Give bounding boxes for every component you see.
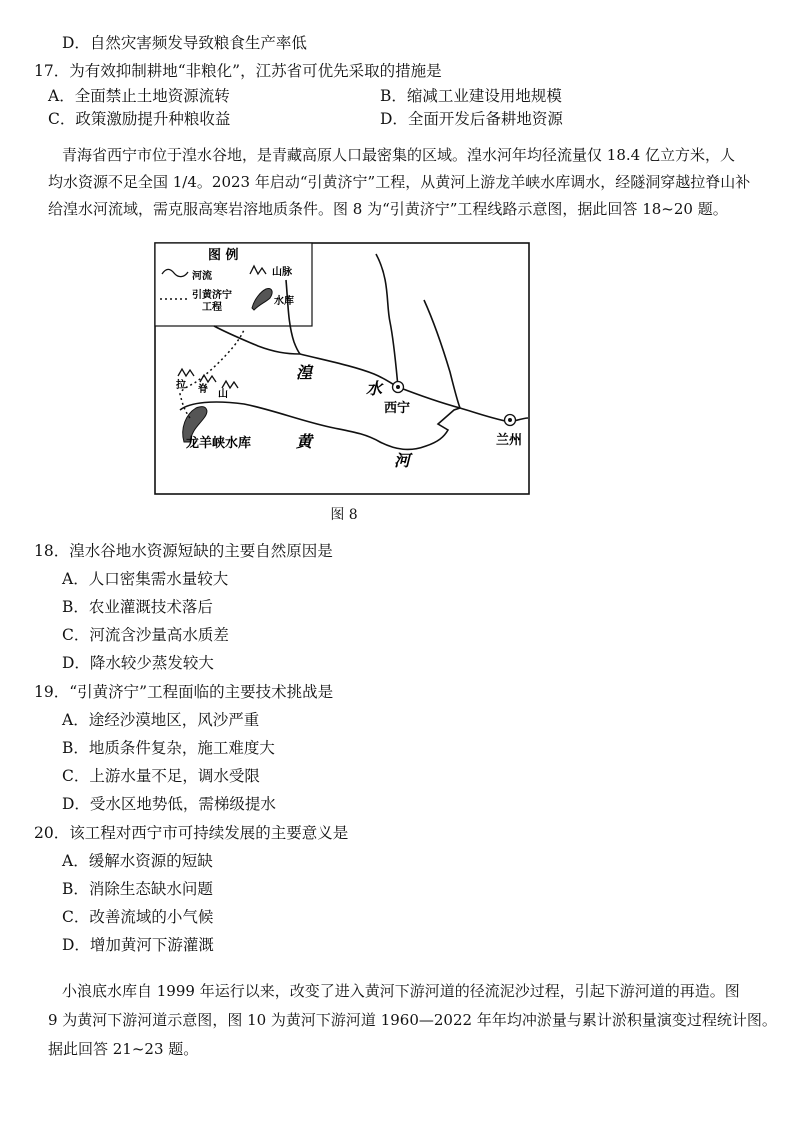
q19-option-b: B．地质条件复杂，施工难度大 — [62, 739, 275, 757]
q20-option-c: C．改善流域的小气候 — [62, 908, 214, 926]
passage2-line-3: 据此回答 21~23 题。 — [48, 1040, 199, 1058]
figure-8-caption: 图 8 — [330, 507, 358, 523]
passage2-line-1: 小浪底水库自 1999 年运行以来，改变了进入黄河下游河道的径流泥沙过程，引起下游河道的再造。图 — [62, 982, 740, 1000]
q18-option-c: C．河流含沙量高水质差 — [62, 626, 229, 644]
q17-option-a: A．全面禁止土地资源流转 — [48, 87, 230, 105]
q18-option-b: B．农业灌溉技术落后 — [62, 598, 213, 616]
q20-option-b: B．消除生态缺水问题 — [62, 880, 213, 898]
passage1-line-3: 给湟水河流域，需克服高寒岩溶地质条件。图 8 为“引黄济宁”工程线路示意图，据此回答 18~20 题。 — [48, 200, 728, 218]
passage1-line-1: 青海省西宁市位于湟水谷地，是青藏高原人口最密集的区域。湟水河年均径流量仅 18.4 亿立方米，人 — [62, 146, 735, 164]
q17-option-d: D．全面开发后备耕地资源 — [380, 110, 563, 128]
legend-reservoir-label: 水库 — [274, 296, 294, 307]
q19-stem: 19．“引黄济宁”工程面临的主要技术挑战是 — [34, 683, 334, 701]
q17-options-row-1 — [48, 86, 748, 106]
q17-option-b: B．缩减工业建设用地规模 — [380, 87, 562, 105]
legend-river-label: 河流 — [192, 271, 212, 282]
legend-project-label-2: 工程 — [202, 302, 222, 313]
label-reservoir: 龙羊峡水库 — [186, 436, 252, 451]
q17-option-c: C．政策激励提升种粮收益 — [48, 110, 231, 128]
label-huang-1: 湟 — [296, 363, 313, 382]
passage1-line-2: 均水资源不足全国 1/4。2023 年启动“引黄济宁”工程，从黄河上游龙羊峡水库调水，经隧洞穿越拉脊山补 — [48, 173, 751, 191]
label-lanzhou: 兰州 — [496, 433, 523, 448]
q20-stem: 20．该工程对西宁市可持续发展的主要意义是 — [34, 824, 349, 842]
xining-city-dot — [396, 385, 400, 389]
q18-stem: 18．湟水谷地水资源短缺的主要自然原因是 — [34, 542, 333, 560]
q20-option-d: D．增加黄河下游灌溉 — [62, 936, 214, 954]
q19-option-d: D．受水区地势低，需梯级提水 — [62, 795, 276, 813]
q20-option-a: A．缓解水资源的短缺 — [62, 852, 213, 870]
q17-stem: 17．为有效抑制耕地“非粮化”，江苏省可优先采取的措施是 — [34, 62, 442, 80]
label-mountain-1: 拉 — [176, 380, 186, 391]
passage2-line-2: 9 为黄河下游河道示意图，图 10 为黄河下游河道 1960—2022 年年均冲淤量与累计淤积量演变过程统计图。 — [48, 1011, 777, 1029]
label-xining: 西宁 — [384, 401, 411, 416]
label-mountain-2: 脊 — [198, 384, 208, 395]
q17-options-row-2 — [48, 109, 748, 129]
label-mountain-3: 山 — [218, 389, 228, 400]
lanzhou-city-dot — [508, 418, 512, 422]
prev-option-d: D．自然灾害频发导致粮食生产率低 — [62, 34, 307, 52]
map-drawing — [154, 242, 530, 495]
q19-option-c: C．上游水量不足，调水受限 — [62, 767, 260, 785]
legend-project-label-1: 引黄济宁 — [192, 290, 232, 301]
legend-title: 图 例 — [208, 248, 239, 263]
q18-option-d: D．降水较少蒸发较大 — [62, 654, 214, 672]
label-huang-2: 水 — [366, 379, 383, 398]
label-huanghe-2: 河 — [394, 451, 411, 470]
label-huanghe-1: 黄 — [296, 432, 313, 451]
figure-8-map — [154, 242, 530, 495]
legend-mountain-label: 山脉 — [272, 267, 292, 278]
q19-option-a: A．途经沙漠地区，风沙严重 — [62, 711, 260, 729]
q18-option-a: A．人口密集需水量较大 — [62, 570, 229, 588]
